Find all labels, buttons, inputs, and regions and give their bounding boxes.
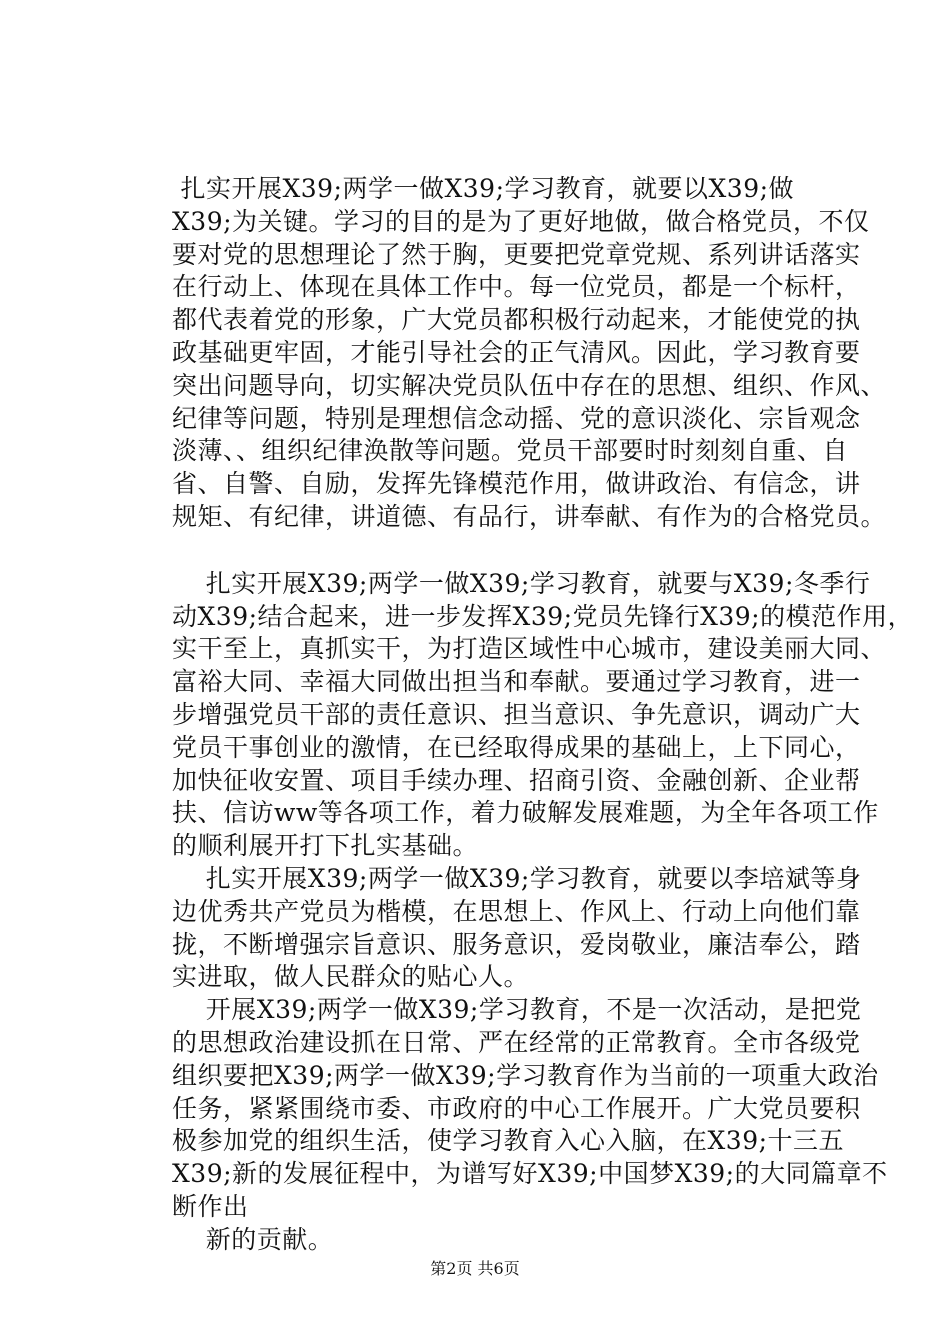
text-line: 组织要把X39;两学一做X39;学习教育作为当前的一项重大政治 <box>172 1060 879 1090</box>
text-line: 加快征收安置、项目手续办理、招商引资、金融创新、企业帮 <box>172 765 861 795</box>
text-line: 的顺利展开打下扎实基础。 <box>172 831 479 861</box>
text-line: 开展X39;两学一做X39;学习教育，不是一次活动，是把党 <box>172 995 862 1025</box>
text-line: 扶、信访ww等各项工作，着力破解发展难题，为全年各项工作 <box>172 798 879 828</box>
paragraph-2 <box>172 568 914 863</box>
text-line: 突出问题导向，切实解决党员队伍中存在的思想、组织、作风、 <box>172 370 887 400</box>
text-line: 实进取，做人民群众的贴心人。 <box>172 962 530 992</box>
text-line: 要对党的思想理论了然于胸，更要把党章党规、系列讲话落实 <box>172 239 861 269</box>
text-line: 淡薄、、组织纪律涣散等问题。党员干部要时时刻刻自重、自 <box>172 436 849 466</box>
text-line: 政基础更牢固，才能引导社会的正气清风。因此，学习教育要 <box>172 337 861 367</box>
paragraph-4 <box>172 994 888 1256</box>
text-line: 扎实开展X39;两学一做X39;学习教育，就要以李培斌等身 <box>172 863 862 893</box>
paragraph-1 <box>172 173 887 534</box>
text-line: 拢，不断增强宗旨意识、服务意识，爱岗敬业，廉洁奉公，踏 <box>172 929 861 959</box>
text-line: 在行动上、体现在具体工作中。每一位党员，都是一个标杆， <box>172 272 861 302</box>
document-body <box>172 173 914 1257</box>
text-line: 任务，紧紧围绕市委、市政府的中心工作展开。广大党员要积 <box>172 1093 861 1123</box>
text-line: 断作出 <box>172 1191 249 1221</box>
text-line: 新的贡献。 <box>172 1224 334 1254</box>
text-line: 纪律等问题，特别是理想信念动摇、党的意识淡化、宗旨观念 <box>172 403 861 433</box>
text-line: X39;新的发展征程中，为谱写好X39;中国梦X39;的大同篇章不 <box>172 1159 888 1189</box>
text-line: X39;为关键。学习的目的是为了更好地做，做合格党员，不仅 <box>172 206 870 236</box>
text-line: 边优秀共产党员为楷模，在思想上、作风上、行动上向他们靠 <box>172 896 861 926</box>
text-line: 极参加党的组织生活，使学习教育入心入脑，在X39;十三五 <box>172 1126 845 1156</box>
page-number-footer: 第2页 共6页 <box>430 1259 520 1278</box>
text-line: 党员干事创业的激情，在已经取得成果的基础上，上下同心， <box>172 732 861 762</box>
text-line: 实干至上，真抓实干，为打造区域性中心城市，建设美丽大同、 <box>172 634 887 664</box>
text-line: 步增强党员干部的责任意识、担当意识、争先意识，调动广大 <box>172 699 861 729</box>
text-line: 省、自警、自励，发挥先锋模范作用，做讲政治、有信念，讲 <box>172 469 861 499</box>
text-line: 的思想政治建设抓在日常、严在经常的正常教育。全市各级党 <box>172 1027 861 1057</box>
text-line: 规矩、有纪律，讲道德、有品行，讲奉献、有作为的合格党员。 <box>172 501 887 531</box>
text-line: 扎实开展X39;两学一做X39;学习教育，就要以X39;做 <box>172 174 795 203</box>
text-line: 都代表着党的形象，广大党员都积极行动起来，才能使党的执 <box>172 305 861 335</box>
paragraph-3 <box>172 863 862 994</box>
text-line: 动X39;结合起来，进一步发挥X39;党员先锋行X39;的模范作用， <box>172 601 914 631</box>
text-line: 富裕大同、幸福大同做出担当和奉献。要通过学习教育，进一 <box>172 667 861 697</box>
text-line: 扎实开展X39;两学一做X39;学习教育，就要与X39;冬季行 <box>172 568 871 598</box>
paragraph-spacer <box>172 534 862 568</box>
